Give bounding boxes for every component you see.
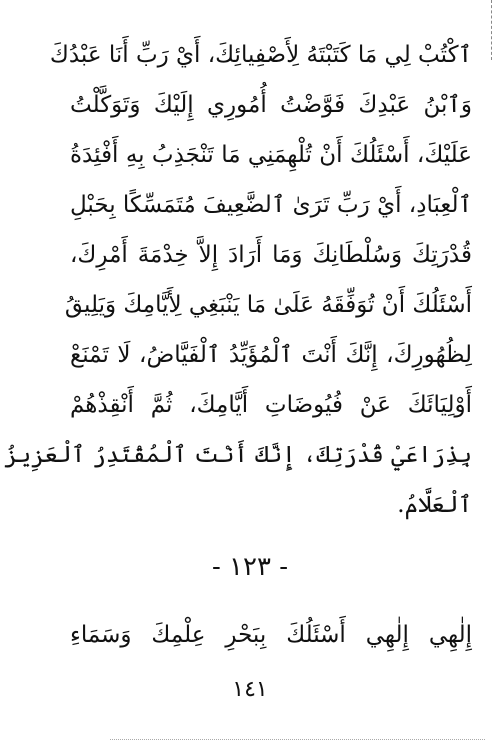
next-section-line: إِلٰهِي إِلٰهِي أَسْئَلُكَ بِبَحْرِ عِلْمِكَ وَسَمَاءِ xyxy=(70,622,472,648)
scan-edge-mark xyxy=(490,0,492,60)
paragraph-line: لِظُهُورِكَ، إِنَّكَ أَنْتَ ٱلْمُؤَيِّدُ ٱلْفَيَّاضُ، لَا تَمْنَعْ xyxy=(70,342,472,368)
paragraph-line: وَٱبْنُ عَبْدِكَ فَوَّضْتُ أُمُورِي إِلَيْكَ وَتَوَكَّلْتُ xyxy=(70,92,472,118)
paragraph-line: عَلَيْكَ، أَسْئَلُكَ أَنْ تُلْهِمَنِي مَا تَنْجَذِبُ بِهِ أَفْئِدَةُ xyxy=(70,142,472,168)
section-number: - ١٢٣ - xyxy=(211,552,289,582)
paragraph-line: ٱكْتُبْ لِي مَا كَتَبْتَهُ لِأَصْفِيائِكَ، أَيْ رَبِّ أَنَا عَبْدُكَ xyxy=(49,42,472,68)
paragraph-line: قُدْرَتِكَ وَسُلْطَانِكَ وَمَا أَرَادَ إِلاَّ خِدْمَةَ أَمْرِكَ، xyxy=(70,242,472,268)
paragraph-line: ٱلْعَلَّامُ. xyxy=(397,492,472,518)
paragraph-line: بِذِرَاعَيْ قُدْرَتِكَ، إِنَّكَ أَنْتَ ٱلْمُقْتَدِرُ ٱلْعَزِيزُ xyxy=(4,442,472,468)
page-number: ١٤١ xyxy=(232,677,268,702)
paragraph-line: ٱلْعِبَادِ، أَيْ رَبِّ تَرَىٰ ٱلضَّعِيفَ مُتَمَسِّكًا بِحَبْلِ xyxy=(70,192,472,218)
prayer-paragraph xyxy=(4,30,472,530)
paragraph-line: أَوْلِيَائَكَ عَنْ فُيُوضَاتِ أَيَّامِكَ، ثُمَّ أَنْقِذْهُمْ xyxy=(70,392,472,418)
paragraph-line: أَسْئَلُكَ أَنْ تُوَفِّقَهُ عَلَىٰ مَا يَنْبَغِي لِأَيَّامِكَ وَيَلِيقُ xyxy=(64,292,472,318)
scan-bottom-artifact xyxy=(110,739,485,740)
